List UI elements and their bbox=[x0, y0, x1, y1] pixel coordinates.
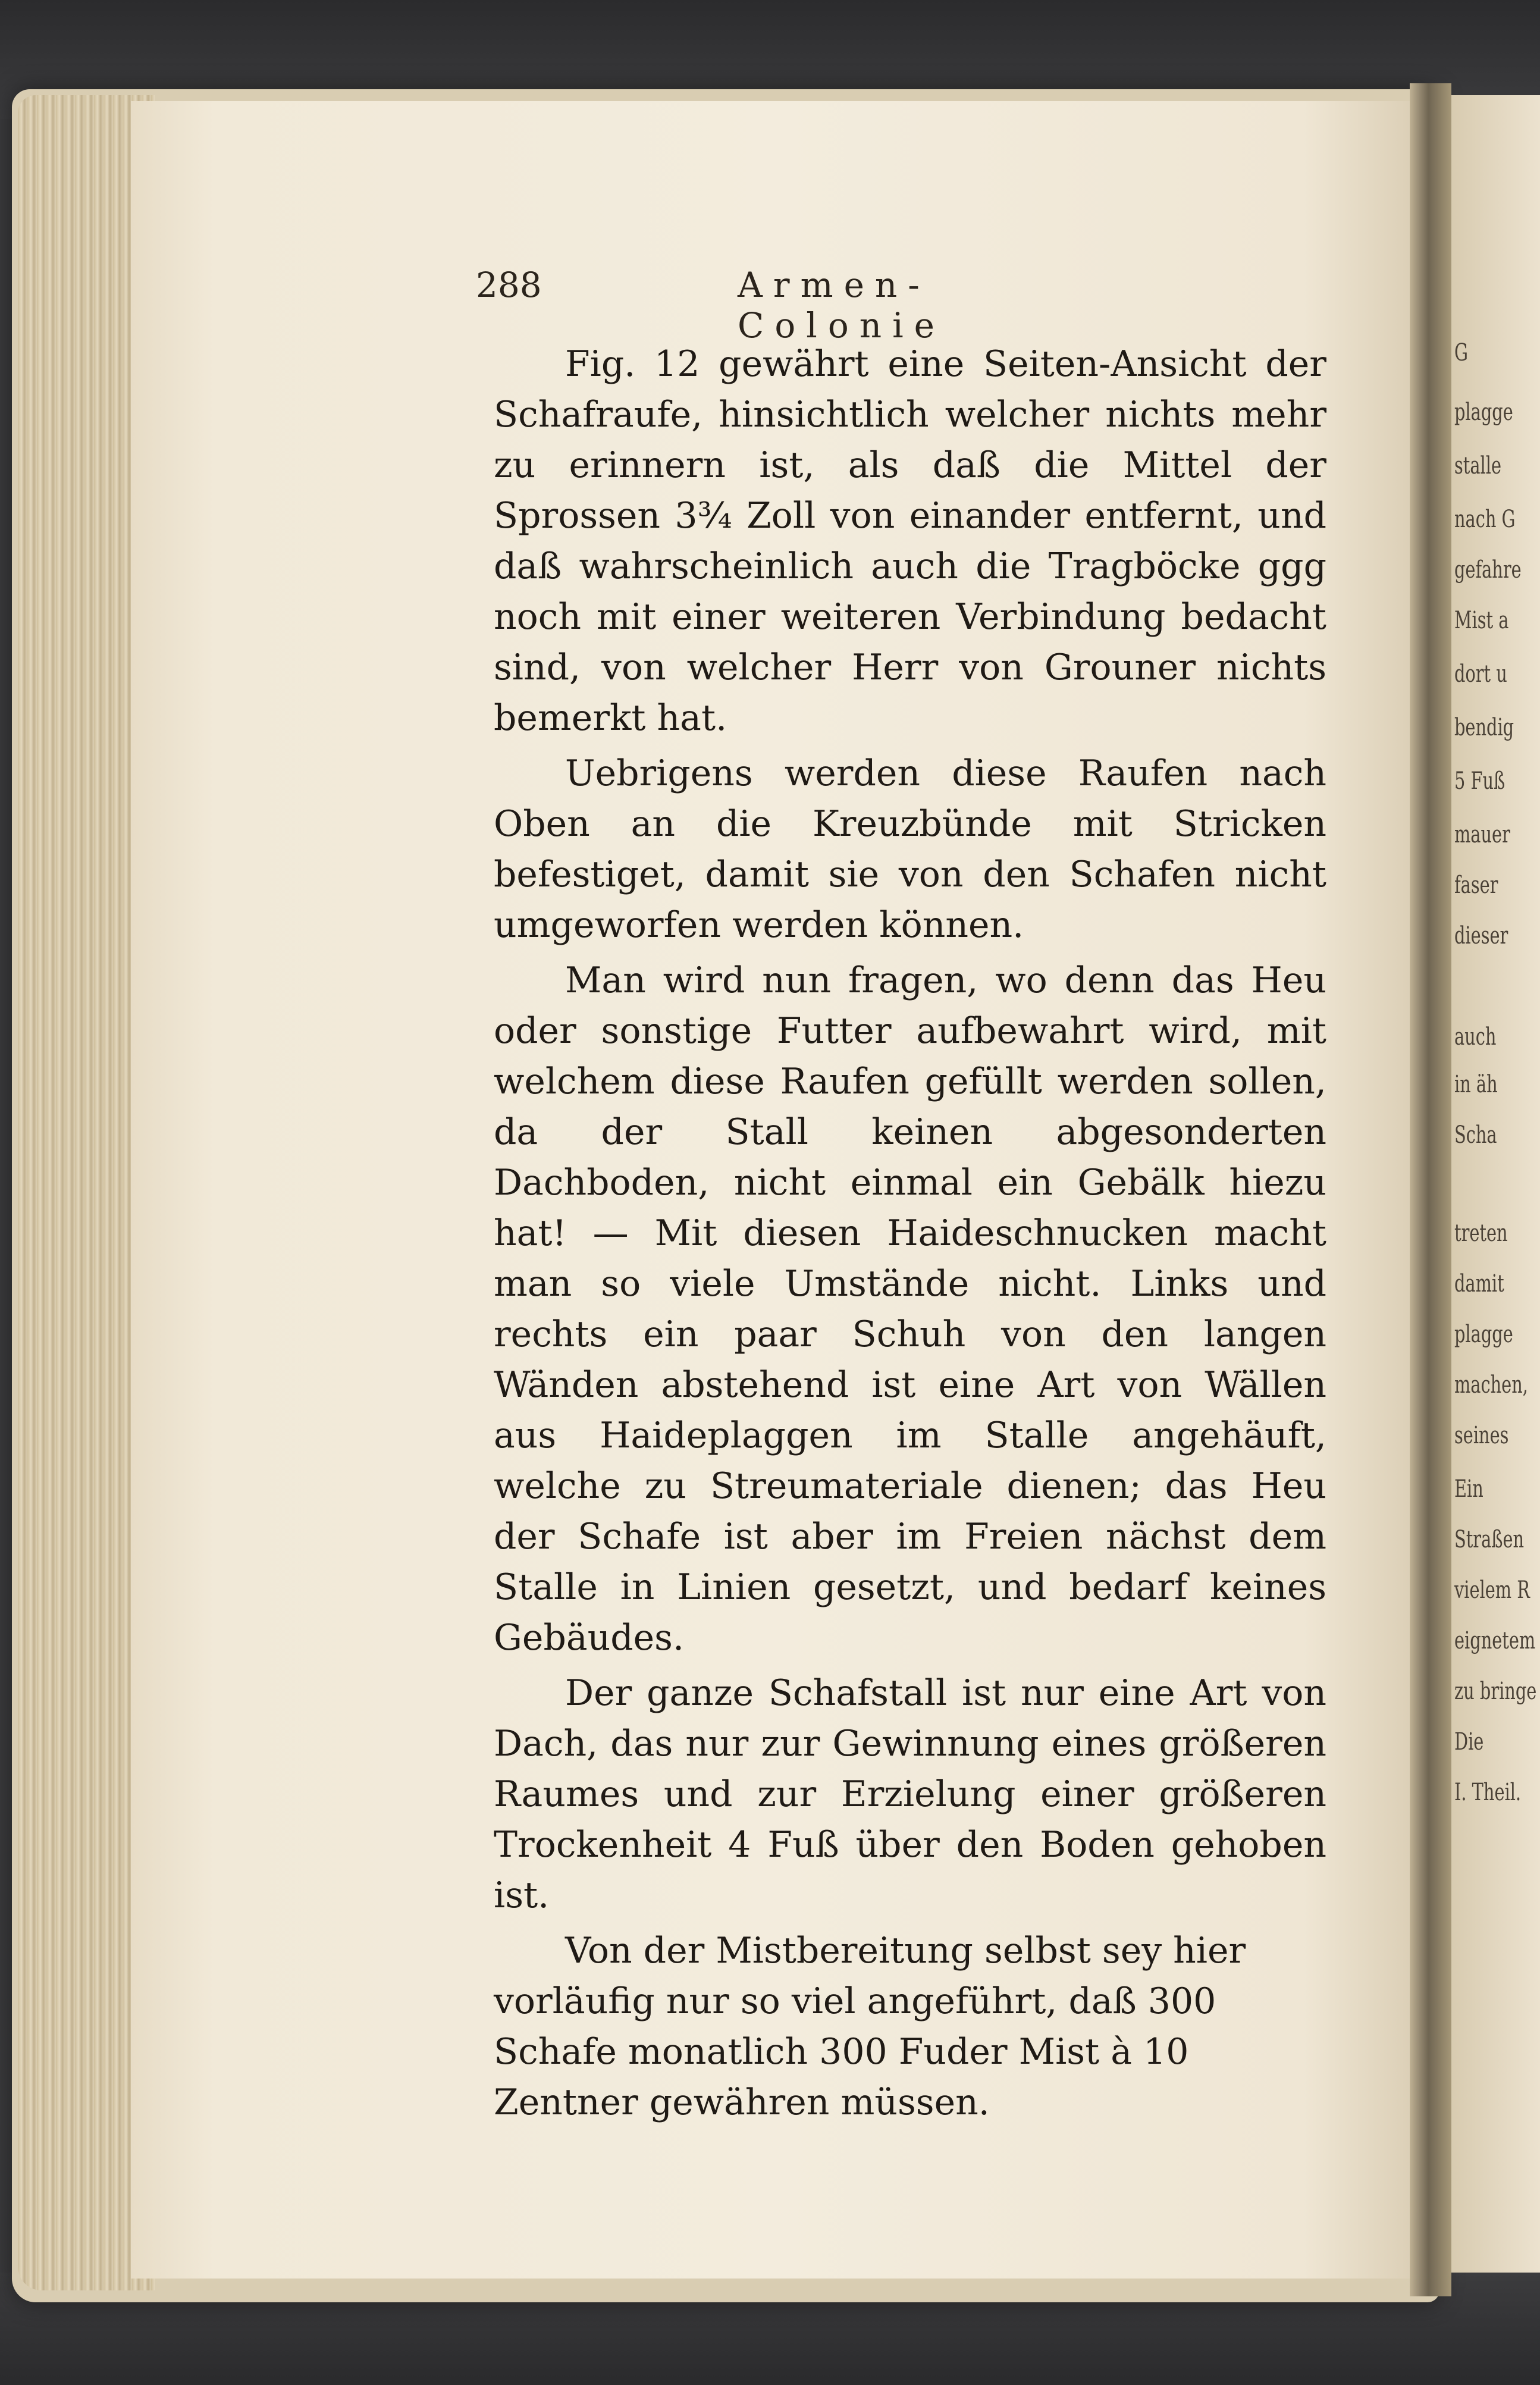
next-page-fragment: gefahre bbox=[1454, 556, 1522, 584]
next-page-fragment: G bbox=[1454, 339, 1469, 366]
page-body bbox=[494, 339, 1326, 2133]
next-page-fragment: vielem R bbox=[1454, 1577, 1530, 1604]
next-page-fragment: plagge bbox=[1454, 1321, 1513, 1348]
next-page-fragment: machen, bbox=[1454, 1371, 1528, 1399]
page-header bbox=[476, 265, 1071, 346]
next-page-fragment: plagge bbox=[1454, 399, 1513, 426]
book-gutter bbox=[1410, 83, 1451, 2296]
next-page-fragment: nach G bbox=[1454, 506, 1516, 533]
next-page-fragment: eignetem bbox=[1454, 1627, 1536, 1654]
paragraph: Fig. 12 gewährt eine Seiten-Ansicht der Schafraufe, hinsichtlich welcher nichts mehr zu erinnern ist, als daß die Mittel der Sprossen 3¾ Zoll von einander entfernt, und daß wahrscheinlich auch die Tragböcke ggg noch mit einer weiteren Verbindung bedacht sind, von welcher Herr von Grouner nichts bemerkt hat. bbox=[494, 343, 1326, 739]
running-head: Armen-Colonie bbox=[738, 265, 945, 346]
next-page-fragment: damit bbox=[1454, 1270, 1504, 1298]
next-page-fragment: dieser bbox=[1454, 922, 1508, 949]
page-number: 288 bbox=[476, 265, 542, 305]
next-page-fragment: treten bbox=[1454, 1220, 1508, 1247]
next-page-fragment: I. Theil. bbox=[1454, 1779, 1522, 1806]
next-page-fragment: bendig bbox=[1454, 714, 1514, 741]
next-page-fragment: mauer bbox=[1454, 821, 1510, 848]
next-page-fragment: in äh bbox=[1454, 1071, 1498, 1098]
next-page-fragment: auch bbox=[1454, 1023, 1497, 1051]
next-page-fragment: Ein bbox=[1454, 1475, 1483, 1503]
paragraph: Uebrigens werden diese Raufen nach Oben an die Kreuzbünde mit Stricken befestiget, damit sie von den Schafen nicht umgeworfen werden können. bbox=[494, 753, 1326, 946]
next-page-fragment: Scha bbox=[1454, 1121, 1497, 1149]
next-page-fragment: Straßen bbox=[1454, 1526, 1525, 1553]
next-page-fragment: seines bbox=[1454, 1422, 1509, 1449]
next-page-fragment: stalle bbox=[1454, 452, 1501, 479]
paragraph: Der ganze Schafstall ist nur eine Art von Dach, das nur zur Gewinnung eines größeren Raumes und zur Erzielung einer größeren Trockenheit 4 Fuß über den Boden gehoben ist. bbox=[494, 1672, 1326, 1916]
next-page-fragment: 5 Fuß bbox=[1454, 767, 1506, 795]
paragraph: Man wird nun fragen, wo denn das Heu oder sonstige Futter aufbewahrt wird, mit welchem diese Raufen gefüllt werden sollen, da der Stall keinen abgesonderten Dachboden, nicht einmal ein Gebälk hiezu hat! — Mit diesen Haideschnucken macht man so viele Umstände nicht. Links und rechts ein paar Schuh von den langen Wänden abstehend ist eine Art von Wällen aus Haideplaggen im Stalle angehäuft, welche zu Streumateriale dienen; das Heu der Schafe ist aber im Freien nächst dem Stalle in Linien gesetzt, und bedarf keines Gebäudes. bbox=[494, 960, 1326, 1659]
next-page-fragment: Mist a bbox=[1454, 607, 1509, 634]
paragraph: Von der Mistbereitung selbst sey hier vorläufig nur so viel angeführt, daß 300 Schafe monatlich 300 Fuder Mist à 10 Zentner gewähren müssen. bbox=[494, 1930, 1246, 2123]
next-page-fragment: faser bbox=[1454, 872, 1498, 899]
next-page-fragment: dort u bbox=[1454, 660, 1507, 688]
next-page-fragment: zu bringe bbox=[1454, 1678, 1537, 1705]
next-page-fragment: Die bbox=[1454, 1728, 1484, 1756]
